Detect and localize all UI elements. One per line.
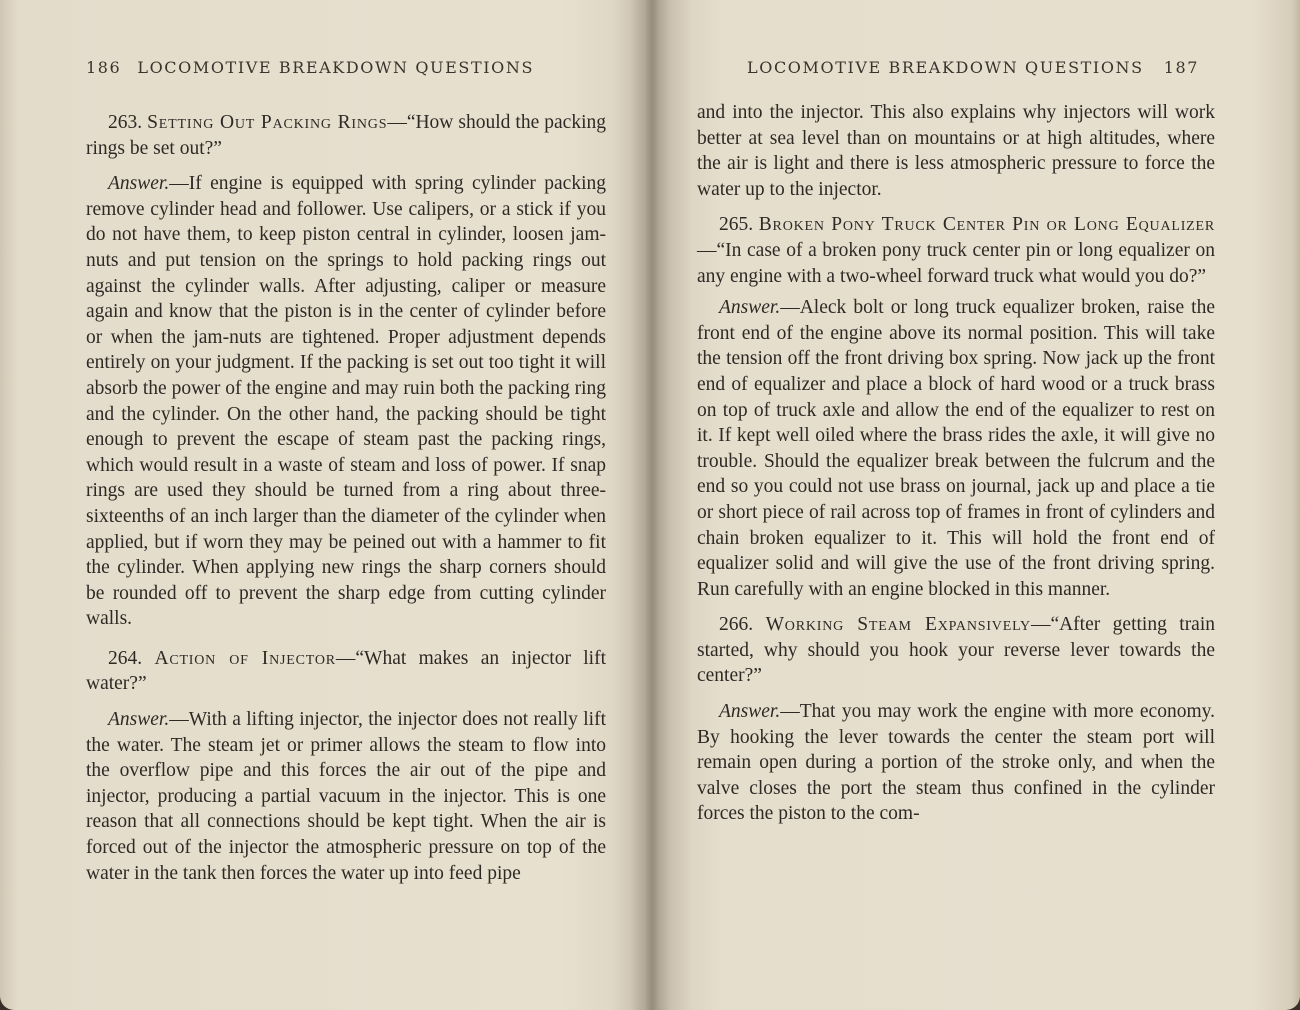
left-running-head [86,58,534,77]
q266-number: 266. [719,614,754,636]
right-page-number: 187 [1163,58,1200,77]
question-265 [697,212,1215,289]
q264-question: —“What makes an injector lift water?” [86,647,607,695]
q263-number: 263. [108,112,143,133]
right-page-shadow [652,0,692,1010]
q265-number: 265. [719,214,754,236]
q266-title: Working Steam Expansively [765,614,1031,636]
q264-answer-label: Answer. [108,709,170,731]
q264-title: Action of Injector [154,647,336,669]
answer-263 [86,171,606,632]
q266-answer-label: Answer. [719,701,781,723]
q266-answer-text: —That you may work the engine with more economy. By hooking the lever towards the center the steam port will remain open during a portion of the stroke only, and when the valve closes the port the steam thus confined in the cylinder forces the piston to the com- [697,701,1215,825]
question-266 [697,612,1215,689]
left-page-number: 186 [86,58,122,77]
answer-264 [86,707,606,886]
answer-266 [697,699,1215,827]
left-running-title: LOCOMOTIVE BREAKDOWN QUESTIONS [137,58,535,77]
answer-265 [697,295,1215,602]
q266-question: —“After getting train started, why should you hook your reverse lever towards the center?” [697,614,1216,687]
q265-answer-text: —Aleck bolt or long truck equalizer broken, raise the front end of the engine above its normal position. This will take the tension off the front driving box spring. Now jack up the front end of equalizer and place a block of hard wood or a truck brass on top of truck axle and allow the end of the equalizer to rest on it. If kept well oiled where the brass rides the axle, it will give no trouble. Should the equalizer break between the fulcrum and the end so you could not use brass on journal, jack up and place a tie or short piece of rail across top of frames in front of cylinders and chain broken equalizer to it. This will hold the front end of equalizer solid and will give the use of the front driving spring. Run carefully with an engine blocked in this manner. [697,297,1215,600]
right-running-title: LOCOMOTIVE BREAKDOWN QUESTIONS [747,58,1144,77]
q263-answer-label: Answer. [108,173,170,195]
q264-answer-text: —With a lifting injector, the injector does not really lift the water. The steam jet or primer allows the steam to flow into the overflow pipe and this forces the air out of the pipe and injector, producing a partial vacuum in the injector. This is one reason that all connections should be kept tight. When the air is forced out of the injector the atmospheric pressure on top of the water in the tank then forces the water up into feed pipe [86,709,606,884]
q264-number: 264. [108,647,143,669]
book-gutter [646,0,658,1010]
right-page [652,0,1300,1010]
question-263 [86,110,606,161]
q265-question: —“In case of a broken pony truck center pin or long equalizer on any engine with a two-wheel forward truck what would you do?” [697,239,1215,287]
continuation-264: and into the injector. This also explains why injectors will work better at sea level than on mountains or at high altitudes, where the air is light and there is less atmospheric pressure to force the water up to the injector. [697,102,1215,200]
q263-question: —“How should the packing rings be set out?” [86,112,606,159]
right-running-head [747,58,1199,77]
q265-answer-label: Answer. [719,297,781,319]
q263-answer-text: —If engine is equipped with spring cylinder packing remove cylinder head and follower. Use calipers, or a stick if you do not have them, to keep piston central in cylinder, loosen jam-nuts and put tension on the springs to hold packing rings out against the cylinder walls. After adjusting, caliper or measure again and know that the piston is in the center of cylinder before or when the jam-nuts are tightened. Proper adjustment depends entirely on your judgment. If the packing is set out too tight it will absorb the power of the engine and may ruin both the packing ring and the cylinder. On the other hand, the packing should be tight enough to prevent the escape of steam past the packing rings, which would result in a waste of steam and loss of power. If snap rings are used they should be turned from a ring about three-sixteenths of an inch larger than the diameter of the cylinder when applied, but if worn they may be peined out with a hammer to fit the cylinder. When applying new rings the sharp corners should be rounded off to prevent the sharp edge from cutting cylinder walls. [86,173,606,630]
q263-title: Setting Out Packing Rings [147,112,388,133]
right-text-column [697,100,1215,827]
q265-title: Broken Pony Truck Center Pin or Long Equalizer [758,214,1216,236]
question-264 [86,646,606,697]
left-text-column [86,110,606,886]
